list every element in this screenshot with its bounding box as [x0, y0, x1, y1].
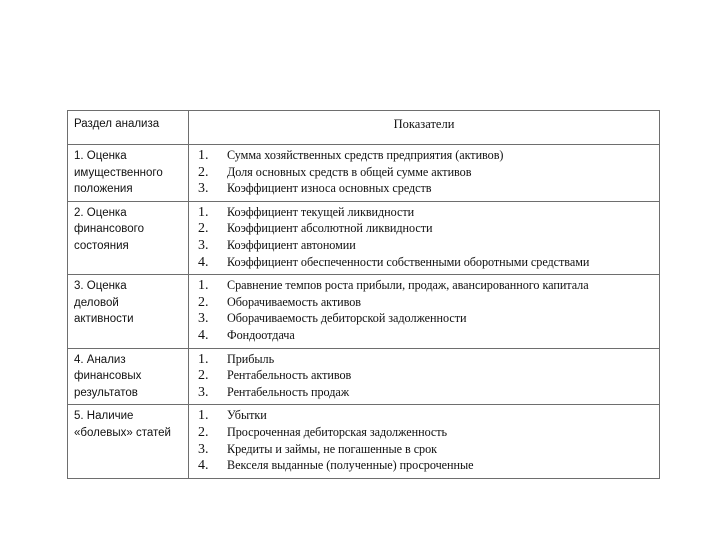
- section-line: имущественного: [74, 166, 163, 179]
- indicator-text: Сравнение темпов роста прибыли, продаж, авансированного капитала: [227, 278, 589, 293]
- table-row: [68, 405, 660, 478]
- indicator-number: 1.: [198, 408, 209, 424]
- indicator-text: Рентабельность продаж: [227, 384, 350, 399]
- list-item: [189, 458, 659, 475]
- indicator-number: 3.: [198, 311, 209, 327]
- list-item: [189, 255, 659, 272]
- list-item: [189, 442, 659, 459]
- indicator-text: Рентабельность активов: [227, 368, 352, 383]
- table-row: [68, 201, 660, 274]
- section-cell: [68, 201, 189, 274]
- indicator-text: Коэффициент обеспеченности собственными оборотными средствами: [227, 254, 590, 269]
- section-cell: [68, 405, 189, 478]
- list-item: [189, 165, 659, 182]
- section-line: результатов: [74, 386, 138, 399]
- indicator-text: Коэффициент абсолютной ликвидности: [227, 221, 433, 236]
- indicator-number: 3.: [198, 384, 209, 400]
- section-line: «болевых» статей: [74, 426, 171, 439]
- section-line: финансового: [74, 223, 144, 236]
- list-item: [189, 278, 659, 295]
- list-item: [189, 352, 659, 369]
- header-indicators: Показатели: [189, 111, 660, 145]
- indicator-list: [189, 148, 659, 198]
- indicator-number: 2.: [198, 368, 209, 384]
- list-item: [189, 238, 659, 255]
- list-item: [189, 368, 659, 385]
- section-line: 2. Оценка: [74, 206, 127, 219]
- table-body: [68, 145, 660, 479]
- indicator-list: [189, 278, 659, 344]
- indicators-cell: [189, 201, 660, 274]
- list-item: [189, 221, 659, 238]
- list-item: [189, 148, 659, 165]
- section-line: 5. Наличие: [74, 410, 134, 423]
- table-row: [68, 145, 660, 202]
- indicator-number: 2.: [198, 164, 209, 180]
- indicator-text: Фондоотдача: [227, 327, 295, 342]
- table-header-row: [68, 111, 660, 145]
- table-row: [68, 275, 660, 348]
- indicator-number: 1.: [198, 351, 209, 367]
- section-line: активности: [74, 313, 134, 326]
- indicator-text: Просроченная дебиторская задолженность: [227, 424, 448, 439]
- indicator-number: 3.: [198, 237, 209, 253]
- indicator-text: Оборачиваемость активов: [227, 294, 362, 309]
- indicators-cell: [189, 145, 660, 202]
- indicator-number: 4.: [198, 327, 209, 343]
- section-line: состояния: [74, 239, 129, 252]
- indicator-list: [189, 205, 659, 271]
- section-cell: [68, 275, 189, 348]
- indicator-text: Доля основных средств в общей сумме активов: [227, 164, 472, 179]
- indicator-number: 3.: [198, 441, 209, 457]
- list-item: [189, 311, 659, 328]
- indicator-number: 2.: [198, 294, 209, 310]
- indicator-list: [189, 408, 659, 474]
- indicator-number: 1.: [198, 148, 209, 163]
- list-item: [189, 408, 659, 425]
- section-line: деловой: [74, 296, 119, 309]
- indicator-text: Векселя выданные (полученные) просроченные: [227, 458, 474, 473]
- list-item: [189, 205, 659, 222]
- list-item: [189, 328, 659, 345]
- indicator-number: 2.: [198, 424, 209, 440]
- section-line: положения: [74, 183, 133, 195]
- indicator-text: Коэффициент износа основных средств: [227, 181, 432, 196]
- indicator-text: Кредиты и займы, не погашенные в срок: [227, 441, 438, 456]
- list-item: [189, 385, 659, 402]
- section-cell: [68, 348, 189, 405]
- section-cell: [68, 145, 189, 202]
- table-row: [68, 348, 660, 405]
- indicator-text: Коэффициент текущей ликвидности: [227, 204, 415, 219]
- indicator-number: 1.: [198, 204, 209, 220]
- indicator-number: 3.: [198, 181, 209, 197]
- header-section: Раздел анализа: [68, 111, 189, 145]
- section-line: финансовых: [74, 370, 142, 383]
- section-line: 3. Оценка: [74, 280, 127, 293]
- indicator-list: [189, 352, 659, 402]
- indicators-cell: [189, 348, 660, 405]
- indicators-cell: [189, 275, 660, 348]
- section-line: 1. Оценка: [74, 150, 127, 162]
- list-item: [189, 295, 659, 312]
- indicator-text: Прибыль: [227, 351, 275, 366]
- indicator-number: 4.: [198, 458, 209, 474]
- indicators-cell: [189, 405, 660, 478]
- analysis-table: [67, 110, 660, 479]
- indicator-text: Сумма хозяйственных средств предприятия (активов): [227, 148, 504, 162]
- indicator-text: Убытки: [227, 408, 267, 423]
- indicator-text: Оборачиваемость дебиторской задолженности: [227, 311, 467, 326]
- section-line: 4. Анализ: [74, 353, 126, 366]
- list-item: [189, 425, 659, 442]
- indicator-number: 2.: [198, 221, 209, 237]
- list-item: [189, 181, 659, 198]
- indicator-number: 4.: [198, 254, 209, 270]
- indicator-text: Коэффициент автономии: [227, 237, 356, 252]
- indicator-number: 1.: [198, 278, 209, 294]
